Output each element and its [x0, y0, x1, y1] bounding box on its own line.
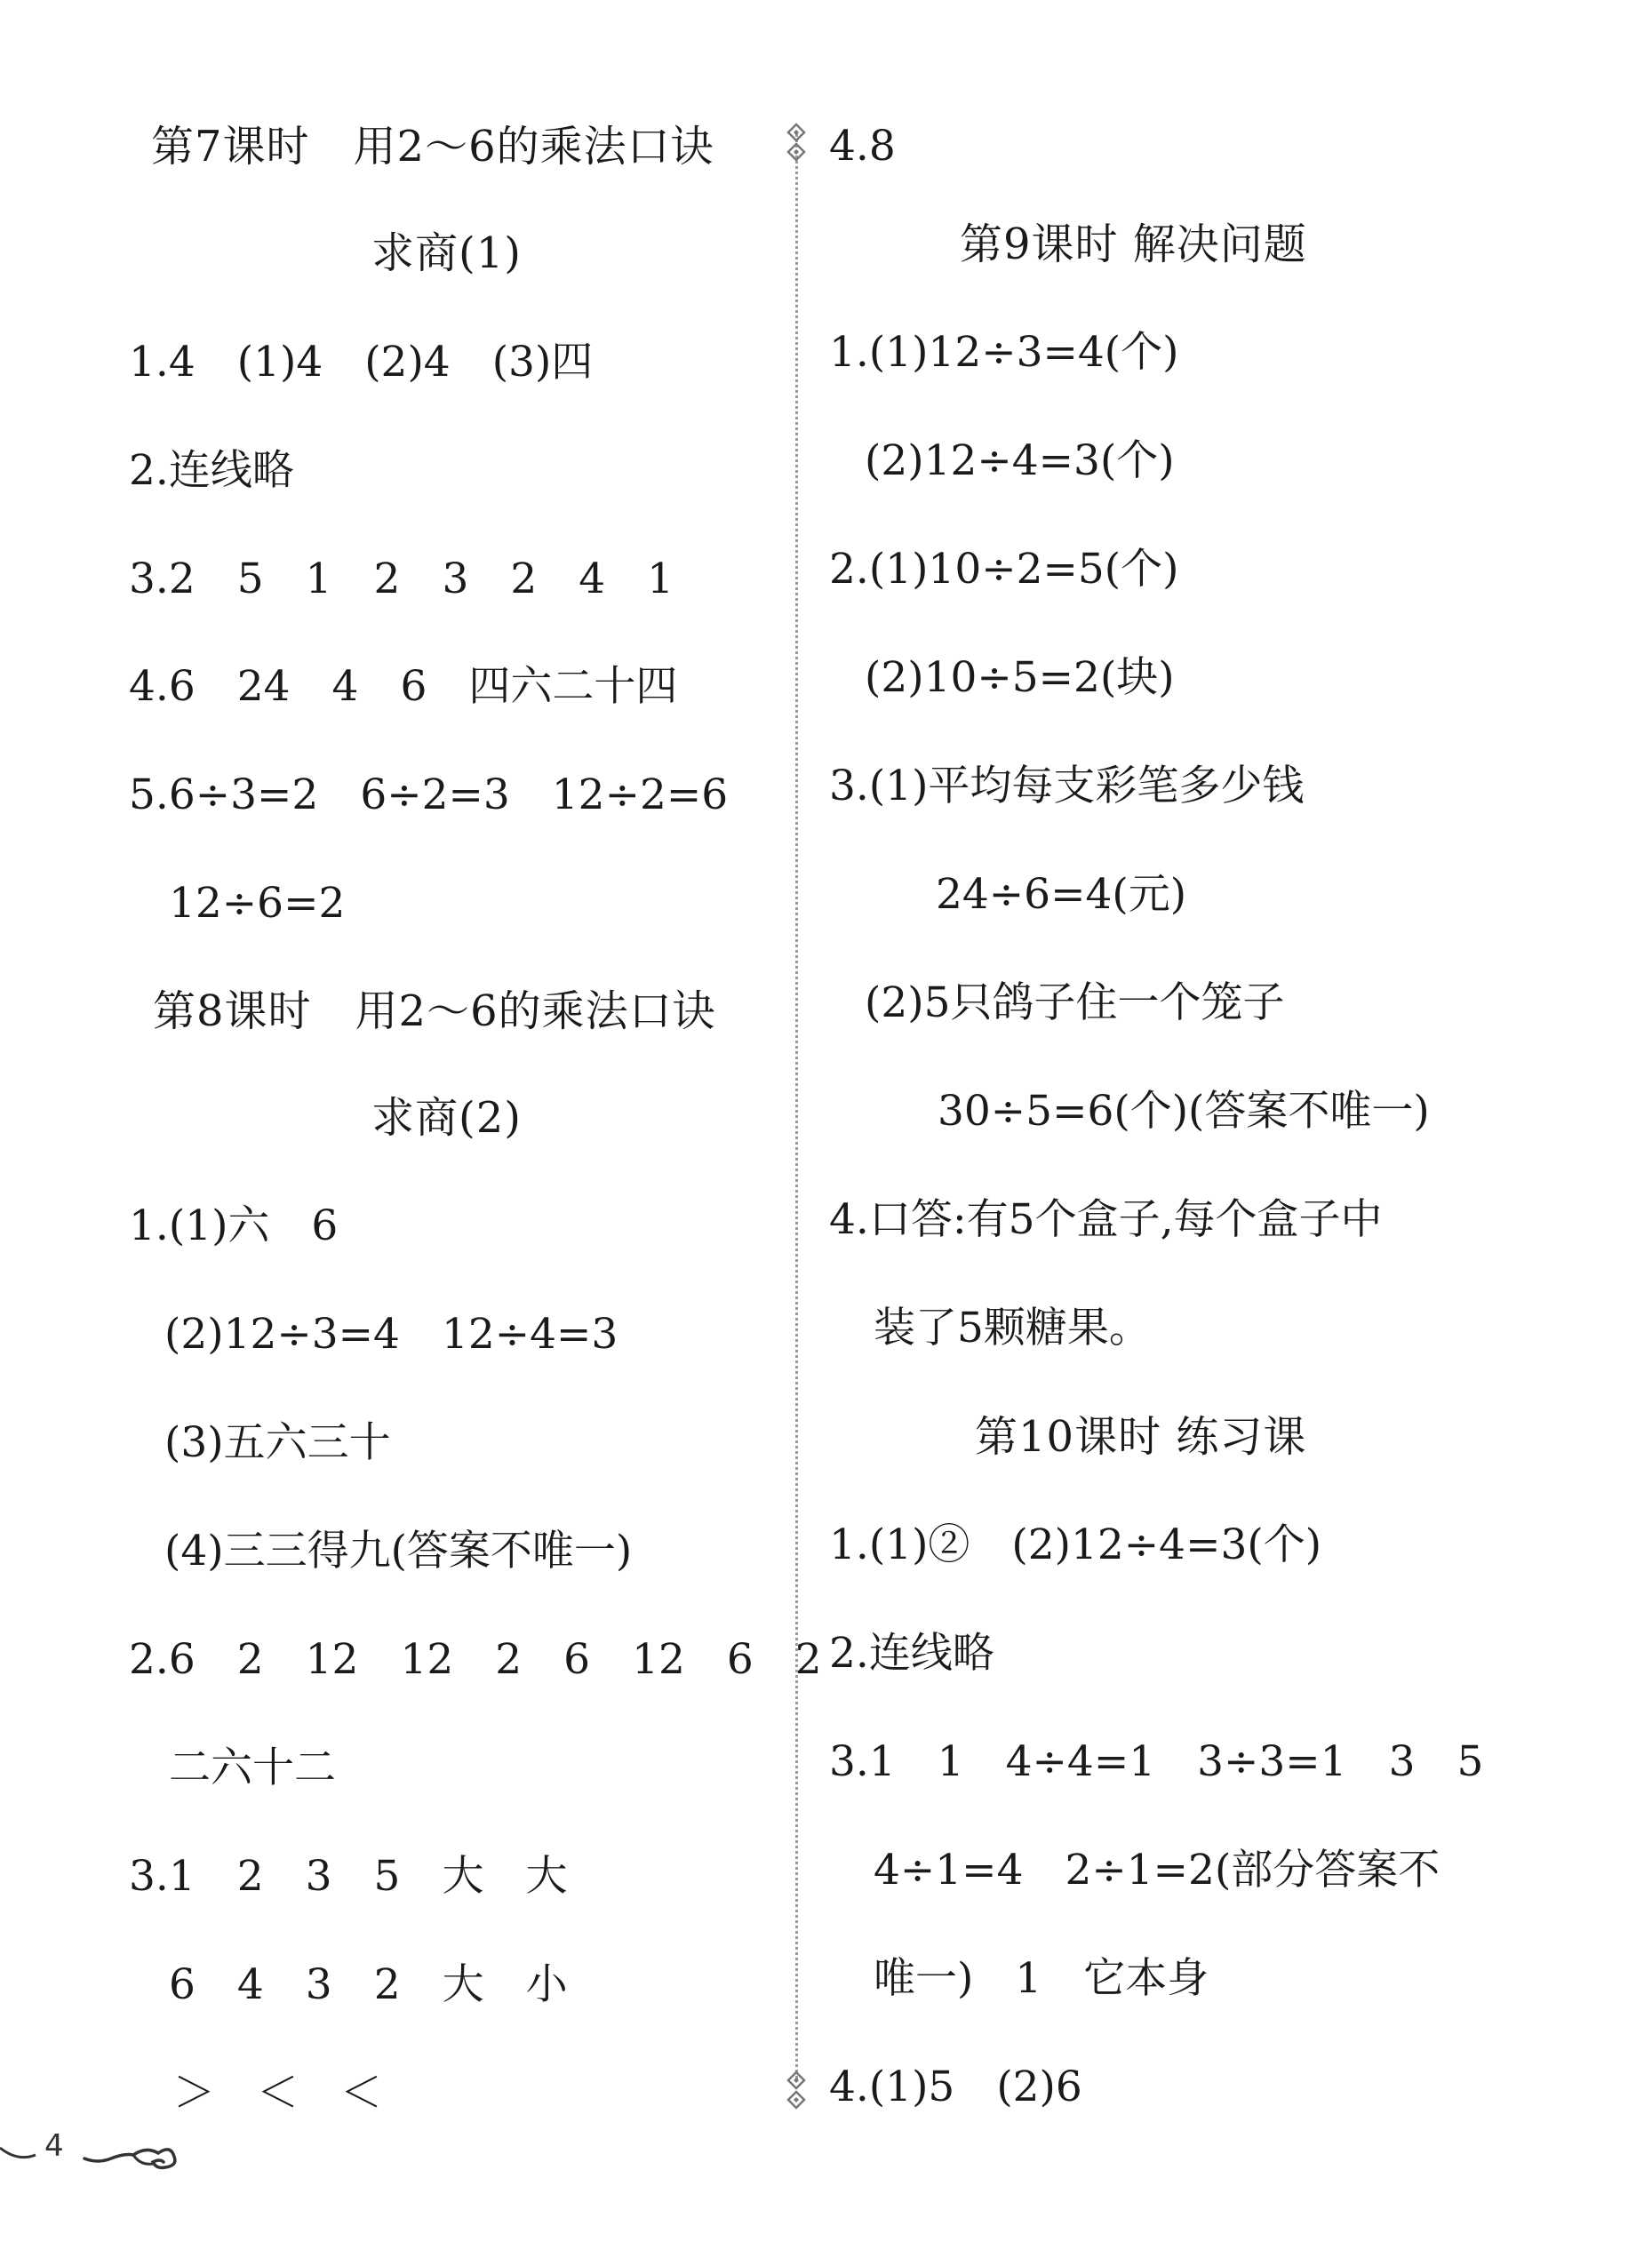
answer-line: 2.连线略	[829, 1629, 994, 1678]
lesson-8-title-line2: 求商(2)	[371, 1093, 522, 1143]
answer-line: 1.(1)② (2)12÷4=3(个)	[829, 1520, 1322, 1569]
answer-line: 3.1 2 3 5 大 大	[129, 1852, 568, 1901]
answer-line: 1.4 (1)4 (2)4 (3)四	[129, 338, 594, 387]
answer-line: 6 4 3 2 大 小	[169, 1960, 568, 2009]
answer-line: (2)10÷5=2(块)	[865, 653, 1175, 702]
answer-line: 2.6 2 12 12 2 6 12 6 2	[129, 1635, 822, 1684]
lesson-7-title-line1: 第7课时 用2～6的乘法口诀	[151, 122, 714, 172]
answer-line: 4.8	[829, 122, 896, 171]
answer-line: 4.6 24 4 6 四六二十四	[129, 662, 678, 711]
answer-line: (3)五六三十	[164, 1418, 391, 1467]
cloud-ornament-icon	[0, 2119, 196, 2182]
page-number: 4	[44, 2128, 64, 2164]
answer-line: 1.(1)六 6	[129, 1201, 339, 1250]
answer-line: 3.1 1 4÷4=1 3÷3=1 3 5	[829, 1737, 1484, 1786]
answer-line: 24÷6=4(元)	[936, 870, 1187, 919]
answer-line: 30÷5=6(个)(答案不唯一)	[938, 1087, 1430, 1136]
lesson-8-title-line1: 第8课时 用2～6的乘法口诀	[153, 986, 716, 1036]
answer-line: 2.(1)10÷2=5(个)	[829, 545, 1179, 594]
answer-line: 2.连线略	[129, 446, 294, 495]
diamond-chain-icon	[785, 123, 808, 162]
diamond-chain-icon	[785, 2071, 808, 2110]
answer-line: ＞ ＜ ＜	[173, 2069, 382, 2118]
answer-line: 3.(1)平均每支彩笔多少钱	[829, 762, 1305, 810]
answer-line: 唯一) 1 它本身	[874, 1954, 1209, 2003]
answer-line: (4)三三得九(答案不唯一)	[164, 1527, 633, 1576]
answer-line: 4.(1)5 (2)6	[829, 2063, 1082, 2111]
lesson-7-title-line2: 求商(1)	[371, 228, 522, 278]
answer-line: (2)12÷4=3(个)	[865, 436, 1175, 485]
column-divider	[795, 133, 798, 2079]
answer-line: 4.口答:有5个盒子,每个盒子中	[829, 1195, 1383, 1244]
answer-line: (2)5只鸽子住一个笼子	[865, 978, 1285, 1027]
answer-line: 12÷6=2	[169, 879, 346, 928]
answer-line: 装了5颗糖果。	[874, 1304, 1151, 1352]
answer-line: 4÷1=4 2÷1=2(部分答案不	[874, 1846, 1441, 1895]
lesson-9-title: 第9课时 解决问题	[960, 219, 1307, 269]
answer-line: 1.(1)12÷3=4(个)	[829, 328, 1179, 377]
answer-line: 5.6÷3=2 6÷2=3 12÷2=6	[129, 770, 729, 819]
lesson-10-title: 第10课时 练习课	[975, 1412, 1307, 1462]
answer-line: 二六十二	[169, 1743, 336, 1792]
answer-line: 3.2 5 1 2 3 2 4 1	[129, 555, 674, 603]
answer-line: (2)12÷3=4 12÷4=3	[164, 1310, 619, 1359]
